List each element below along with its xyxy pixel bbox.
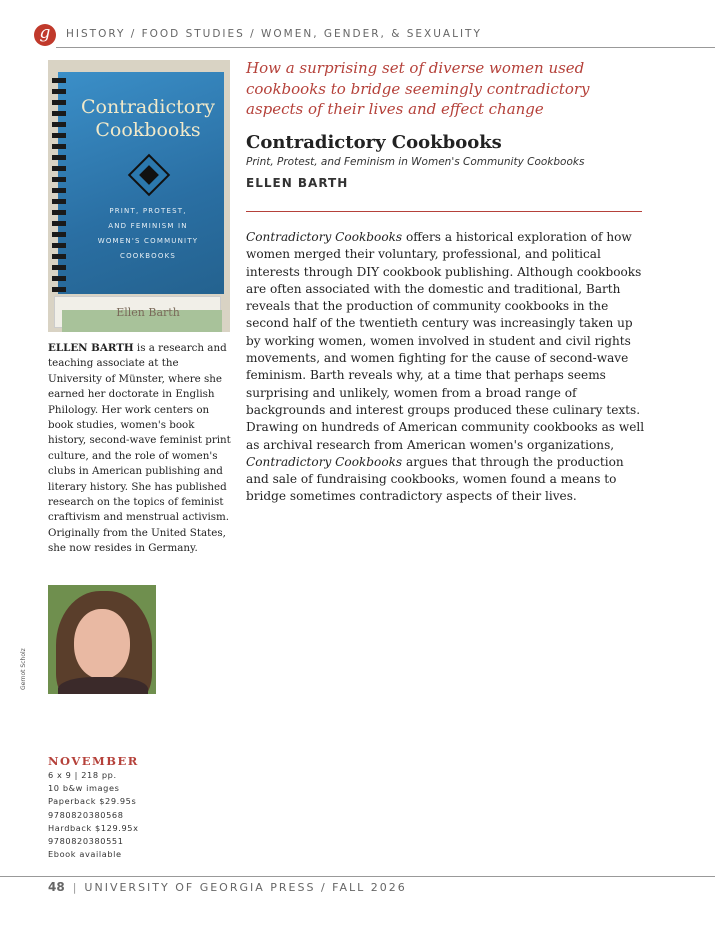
cover-title-line2: Cookbooks [95, 119, 201, 141]
header-divider [56, 47, 715, 48]
spiral-binding [52, 78, 66, 292]
cover-subtitle-line: WOMEN'S COMMUNITY [97, 237, 199, 245]
category-breadcrumb: HISTORY / FOOD STUDIES / WOMEN, GENDER, & SEXUALITY [66, 28, 482, 40]
cover-title [78, 96, 218, 142]
spec-ebook: Ebook available [48, 849, 122, 860]
cover-subtitle-line: PRINT, PROTEST, [109, 207, 187, 215]
cover-title-line1: Contradictory [80, 96, 216, 118]
book-author: ELLEN BARTH [246, 176, 349, 190]
cover-subtitle [78, 204, 218, 264]
author-bio [48, 341, 234, 557]
cover-author: Ellen Barth [116, 306, 180, 319]
press-logo: g [34, 24, 56, 46]
spec-paperback-isbn: 9780820380568 [48, 809, 124, 820]
footer-divider [0, 876, 715, 877]
spec-paperback-price: Paperback $29.95s [48, 796, 137, 807]
page-footer [48, 880, 407, 894]
description-title-italic: Contradictory Cookbooks [246, 454, 403, 469]
footer-separator: | [72, 881, 77, 894]
photo-credit: Gernot Scholz [20, 648, 27, 690]
title-divider [246, 211, 642, 212]
spec-hardback-price: Hardback $129.95x [48, 822, 139, 833]
spec-trim-pages: 6 x 9 | 218 pp. [48, 770, 117, 780]
description-text: argues that through the production and sale of fundraising cookbooks, women found a means to bridge sometimes contradictory aspects of their lives. [246, 454, 624, 504]
publication-month: NOVEMBER [48, 754, 139, 768]
description-text: offers a historical exploration of how women merged their voluntary, professional, and political interests through DIY cookbook publishing. Although cookbooks are often associated with the domestic and traditional, Barth reveals that the production of community cookbooks in the second half of the twentieth century was increasingly taken up by working women, women involved in student and civil rights movements, and women fighting for the cause of second-wave feminism. Barth reveals why, at a time that perhaps seems surprising and unlikely, women from a broad range of backgrounds and interest groups produced these culinary texts. Drawing on hundreds of American community cookbooks as well as archival research from American women's organizations, [246, 230, 645, 452]
description-title-italic: Contradictory Cookbooks [246, 230, 403, 244]
page-number: 48 [48, 880, 65, 894]
book-subtitle: Print, Protest, and Feminism in Women's Community Cookbooks [246, 156, 585, 168]
page-header [34, 24, 715, 48]
footer-text: UNIVERSITY OF GEORGIA PRESS / FALL 2026 [84, 881, 407, 894]
cover-subtitle-line: COOKBOOKS [119, 252, 177, 260]
book-description [246, 229, 646, 506]
book-title: Contradictory Cookbooks [246, 132, 502, 153]
book-cover-image [48, 60, 230, 332]
bio-name: ELLEN BARTH [48, 342, 134, 354]
spec-images: 10 b&w images [48, 783, 120, 794]
book-tagline: How a surprising set of diverse women used cookbooks to bridge seemingly contradictory aspects of their lives and effect change [246, 59, 590, 118]
author-photo [48, 585, 156, 694]
cover-subtitle-line: AND FEMINISM IN [108, 222, 188, 230]
bio-text: is a research and teaching associate at the University of Münster, where she earned her doctorate in English Philology. Her work centers on book studies, women's book history, second-wave feminist print culture, and the role of women's clubs in American publishing and literary history. She has published research on the topics of feminist craftivism and menstrual activism. Originally from the United States, she now resides in Germany. [48, 342, 231, 555]
spec-hardback-isbn: 9780820380551 [48, 836, 124, 847]
book-specs [48, 753, 248, 861]
